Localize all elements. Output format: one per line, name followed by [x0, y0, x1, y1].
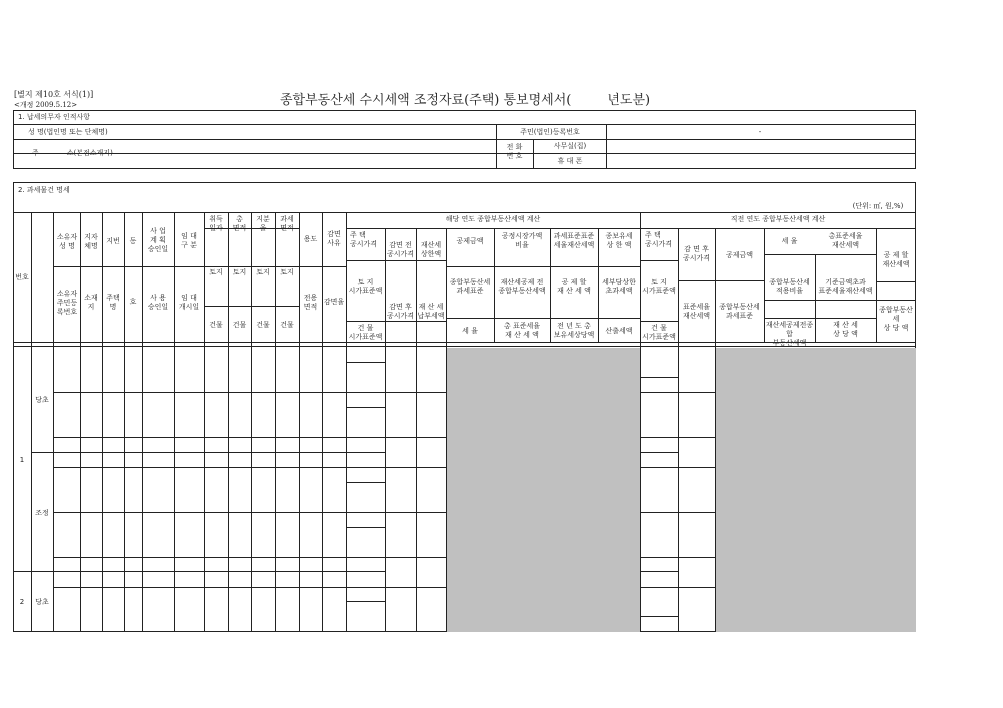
col-reduction-tax: 재 산 세 납부세액	[417, 303, 445, 320]
col-rent-type: 임 대 구 분	[181, 232, 197, 249]
col-use-approval: 사 용 승인일	[147, 294, 169, 311]
section1-heading: 1. 납세의무자 인적사항	[18, 113, 90, 121]
col-bldg-2: 건물	[232, 321, 247, 329]
col-reduction-amount: 재산세 상한액	[420, 241, 442, 258]
col-land-1: 토지	[209, 268, 223, 276]
col-reduction-rate: 감면율	[323, 298, 345, 306]
col-deduction: 공제금액	[456, 237, 484, 245]
regno-value[interactable]: -	[758, 128, 762, 136]
col-location: 소재 지	[84, 294, 98, 311]
title-text: 종합부동산세 수시세액 조정자료(주택) 통보명세서(	[280, 93, 572, 108]
col-computed-tax: 산출세액	[605, 327, 633, 335]
col-land-3: 토지	[256, 268, 270, 276]
col-region: 지자 체명	[84, 233, 98, 250]
col-tax-rate: 세 율	[462, 327, 478, 335]
office-phone-input[interactable]	[607, 140, 915, 153]
col-approval-date: 사 업 계 획 승인일	[147, 227, 169, 253]
col-bldg-4: 건물	[280, 321, 294, 329]
row2-number: 2	[19, 598, 25, 606]
shaded-prior-calc	[715, 348, 916, 632]
col-p-pre-deduct: 재산세공제전종합 부동산세액	[765, 321, 814, 347]
col-building: 동	[129, 237, 137, 245]
col-p-deductible: 공 제 할 재산세액	[882, 251, 910, 268]
col-p-base-excess: 기준금액초과 표준세율재산세액	[818, 278, 873, 295]
row1-number: 1	[19, 456, 25, 464]
mobile-label: 휴 대 폰	[557, 157, 583, 165]
col-prop-tax-deduction: 재산세공제 전 종합부동산세액	[498, 278, 546, 295]
prior-year-header: 직전 연도 종합부동산세액 계산	[730, 215, 826, 223]
col-bldg-1: 건물	[209, 321, 223, 329]
form-number: [별지 제10호 서식(1)]	[14, 90, 94, 99]
col-tax-base-std: 과세표준표준 세율재산세액	[553, 232, 595, 249]
regno-label: 주민(법인)등록번호	[520, 128, 580, 136]
row2-original: 당초	[35, 598, 49, 606]
col-taxable-area: 과세 면적	[280, 215, 294, 232]
form-label	[14, 80, 93, 110]
section2-heading: 2. 과세물건 명세	[18, 186, 70, 194]
col-acq-date: 취득 일자	[209, 215, 223, 232]
col-unit-no: 주택 명	[106, 294, 120, 311]
col-comp-tax-base: 종합부동산세 과세표준	[449, 278, 491, 295]
col-bldg-price: 건 물 시가표준액	[348, 324, 383, 341]
col-reduction-reason: 감면 사유	[327, 230, 341, 247]
col-land-2: 토지	[232, 268, 247, 276]
unit-label: (단위: ㎡, 원,%)	[852, 202, 904, 210]
col-prev-holding: 전 년 도 총 보유세상당액	[553, 322, 595, 339]
col-p-comp-equiv: 종합부동산세 상 당 액	[879, 306, 913, 332]
name-input[interactable]	[150, 125, 490, 138]
col-p-comp-tax-base: 종합부동산세 과세표준	[719, 303, 760, 320]
office-phone-label: 사무실(집)	[553, 142, 587, 150]
revision-note: <개정 2009.5.12>	[14, 101, 78, 109]
col-p-std-rate-tax: 총표준세율 재산세액	[828, 232, 863, 249]
col-owner-id: 소유자 주민등 록번호	[56, 290, 78, 316]
phone-label: 전 화 번 호	[506, 143, 523, 160]
name-label: 성 명(법인명 또는 단체명)	[28, 128, 108, 136]
col-number: 번호	[15, 273, 29, 281]
col-house-price: 주 택 공시가격	[350, 231, 378, 248]
col-p-deduction: 공제금액	[725, 251, 754, 259]
row1-original: 당초	[35, 396, 49, 404]
address-label: 주 소(본점소재지)	[32, 149, 113, 157]
col-std-tax: 총 표준세율 재 산 세 액	[503, 322, 541, 339]
col-owner-name: 소유자 성 명	[56, 233, 78, 250]
col-p-land-price: 토 지 시가표준액	[642, 278, 676, 295]
col-shared-area: 전용 면적	[303, 294, 318, 311]
col-purpose: 용도	[303, 235, 318, 243]
col-p-std-tax-base: 표준세율 재산세액	[682, 303, 711, 320]
shaded-current-calc	[446, 348, 640, 632]
col-ho: 호	[129, 298, 137, 306]
mobile-input[interactable]	[607, 154, 915, 168]
col-tax-burden: 세부담상한 초과세액	[602, 278, 636, 295]
col-share-ratio: 지분 율	[256, 215, 270, 232]
col-lot: 지번	[106, 237, 120, 245]
address-input[interactable]	[150, 140, 490, 168]
col-p-post-reduction: 감 면 후 공시가격	[682, 245, 711, 262]
col-p-house-price: 주 택 공시가격	[645, 231, 673, 248]
col-deductible-tax: 공 제 할 재 산 세 액	[557, 278, 591, 295]
col-bldg-3: 건물	[256, 321, 270, 329]
col-p-prop-tax-equiv: 재 산 세 상 당 액	[833, 321, 858, 338]
col-rent-start: 임 대 개시일	[178, 294, 200, 311]
col-land-4: 토지	[280, 268, 294, 276]
title-year: 년도분)	[607, 93, 651, 108]
col-total-area: 총 면적	[232, 215, 247, 232]
current-year-header: 해당 연도 종합부동산세액 계산	[445, 215, 541, 223]
col-p-tax-rate: 세 율	[781, 237, 798, 245]
row1-adjusted: 조정	[35, 509, 49, 517]
page-title	[280, 93, 650, 109]
col-p-bldg-price: 건 물 시가표준액	[642, 324, 676, 341]
col-post-reduction: 감면 후 공시가격	[386, 303, 415, 320]
col-land-price: 토 지 시가표준액	[348, 278, 383, 295]
col-holding-ceiling: 종보유세 상 한 액	[605, 232, 633, 249]
col-market-ratio: 공정시장가액 비율	[501, 232, 543, 249]
col-pre-reduction: 감면 전 공시가격	[386, 241, 415, 258]
col-p-comp-rate: 종합부동산세 적용비율	[769, 278, 810, 295]
